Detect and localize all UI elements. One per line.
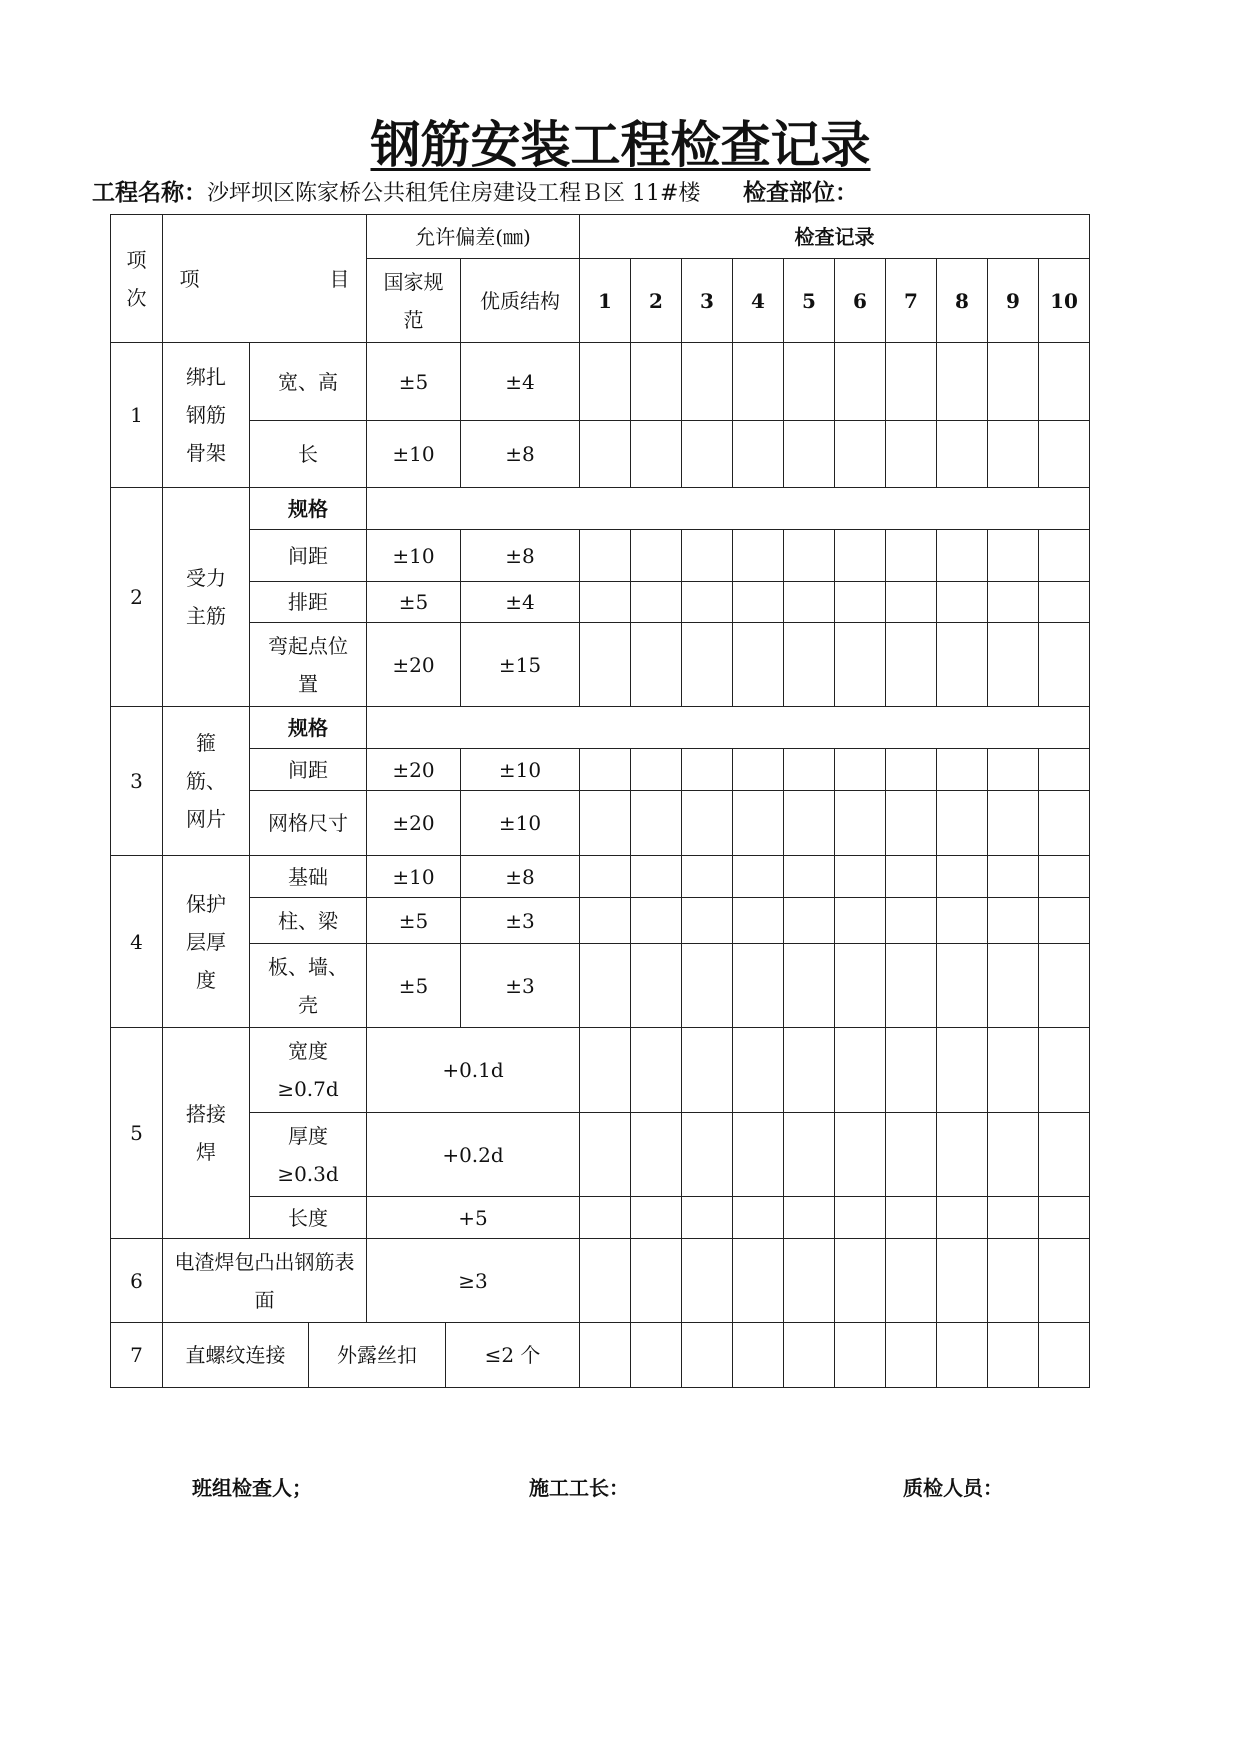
record-cell[interactable]	[580, 343, 631, 421]
record-cell[interactable]	[886, 623, 937, 707]
record-cell[interactable]	[937, 623, 988, 707]
national-value: ±20	[367, 623, 461, 707]
record-cell[interactable]	[580, 623, 631, 707]
item-spacing: 间距	[250, 530, 367, 582]
record-number-header: 7	[886, 259, 937, 343]
record-cell[interactable]	[682, 421, 733, 488]
record-cell[interactable]	[937, 343, 988, 421]
header-records: 检查记录	[580, 215, 1090, 259]
quality-value: ±4	[461, 582, 580, 623]
inspection-table	[110, 214, 1090, 1388]
record-cell[interactable]	[886, 1028, 937, 1113]
item-width-height: 宽、高	[250, 343, 367, 421]
record-cell[interactable]	[835, 1239, 886, 1323]
record-cell[interactable]	[784, 749, 835, 791]
record-cell[interactable]	[682, 1197, 733, 1239]
tolerance-value: ≤2 个	[484, 1343, 541, 1367]
record-cell[interactable]	[937, 1113, 988, 1197]
record-cell[interactable]	[937, 1197, 988, 1239]
record-cell[interactable]	[682, 530, 733, 582]
record-cell[interactable]	[580, 1197, 631, 1239]
record-cell[interactable]	[580, 898, 631, 944]
tolerance-value: ≥3	[367, 1239, 580, 1323]
record-cell[interactable]	[682, 623, 733, 707]
group-1-no: 1	[111, 343, 163, 488]
group-2-name: 受力主筋	[163, 488, 250, 707]
record-cell[interactable]	[886, 343, 937, 421]
record-cell[interactable]	[1039, 623, 1090, 707]
record-cell[interactable]	[886, 898, 937, 944]
national-value: ±20	[367, 791, 461, 856]
record-cell[interactable]	[886, 1197, 937, 1239]
record-cell[interactable]	[580, 1113, 631, 1197]
record-cell[interactable]	[631, 421, 682, 488]
project-name-label: 工程名称：	[92, 180, 207, 206]
record-cell[interactable]	[835, 898, 886, 944]
quality-value: ±4	[461, 343, 580, 421]
item-bend-point: 弯起点位置	[250, 623, 367, 707]
record-cell[interactable]	[1039, 343, 1090, 421]
record-cell[interactable]	[733, 749, 784, 791]
record-cell[interactable]	[1039, 1239, 1090, 1323]
record-cell[interactable]	[835, 582, 886, 623]
record-cell[interactable]	[682, 749, 733, 791]
national-value: ±10	[367, 421, 461, 488]
record-cell[interactable]	[937, 530, 988, 582]
item-spacing: 间距	[250, 749, 367, 791]
group-5-name: 搭接焊	[163, 1028, 250, 1239]
group-4-no: 4	[111, 856, 163, 1028]
record-cell[interactable]	[988, 898, 1039, 944]
record-cell[interactable]	[580, 1239, 631, 1323]
record-cell[interactable]	[580, 856, 631, 898]
record-cell[interactable]	[682, 898, 733, 944]
group-7-detail	[163, 1323, 580, 1388]
national-value: ±5	[367, 898, 461, 944]
record-cell[interactable]	[988, 421, 1039, 488]
group-7-no: 7	[111, 1323, 163, 1388]
record-cell[interactable]	[835, 1028, 886, 1113]
record-cell[interactable]	[631, 623, 682, 707]
record-cell[interactable]	[886, 1323, 937, 1388]
record-cell[interactable]	[784, 582, 835, 623]
record-cell[interactable]	[1039, 1323, 1090, 1388]
record-cell[interactable]	[631, 1113, 682, 1197]
record-cell[interactable]	[580, 582, 631, 623]
spec-label: 规格	[250, 488, 367, 530]
record-cell[interactable]	[988, 944, 1039, 1028]
record-cell[interactable]	[784, 1028, 835, 1113]
record-cell[interactable]	[733, 421, 784, 488]
header-quality: 优质结构	[461, 259, 580, 343]
national-value: ±5	[367, 944, 461, 1028]
record-cell[interactable]	[988, 1028, 1039, 1113]
record-number-header: 10	[1039, 259, 1090, 343]
spec-value	[367, 707, 1090, 749]
header-tolerance: 允许偏差(㎜)	[367, 215, 580, 259]
record-cell[interactable]	[784, 421, 835, 488]
tolerance-value: +5	[367, 1197, 580, 1239]
header-item	[163, 215, 367, 343]
quality-value: ±10	[461, 749, 580, 791]
item-electroslag-weld: 电渣焊包凸出钢筋表面	[163, 1239, 367, 1323]
record-cell[interactable]	[580, 1323, 631, 1388]
record-cell[interactable]	[886, 791, 937, 856]
group-1-name: 绑扎钢筋骨架	[163, 343, 250, 488]
record-cell[interactable]	[835, 749, 886, 791]
item-length: 长	[250, 421, 367, 488]
record-cell[interactable]	[886, 582, 937, 623]
record-cell[interactable]	[937, 944, 988, 1028]
record-cell[interactable]	[1039, 856, 1090, 898]
record-cell[interactable]	[631, 1197, 682, 1239]
record-cell[interactable]	[631, 1239, 682, 1323]
group-5-no: 5	[111, 1028, 163, 1239]
header-national: 国家规范	[367, 259, 461, 343]
record-cell[interactable]	[835, 791, 886, 856]
national-value: ±10	[367, 856, 461, 898]
record-cell[interactable]	[988, 530, 1039, 582]
record-cell[interactable]	[886, 944, 937, 1028]
record-cell[interactable]	[580, 944, 631, 1028]
header-item-a: 项	[179, 266, 200, 291]
record-cell[interactable]	[631, 343, 682, 421]
record-cell[interactable]	[682, 1323, 733, 1388]
record-cell[interactable]	[988, 856, 1039, 898]
record-cell[interactable]	[631, 856, 682, 898]
record-cell[interactable]	[682, 343, 733, 421]
record-cell[interactable]	[835, 421, 886, 488]
record-cell[interactable]	[1039, 944, 1090, 1028]
tolerance-value: +0.2d	[367, 1113, 580, 1197]
record-cell[interactable]	[988, 1113, 1039, 1197]
record-cell[interactable]	[784, 1239, 835, 1323]
group-3-name: 箍筋、网片	[163, 707, 250, 856]
record-cell[interactable]	[733, 1028, 784, 1113]
quality-value: ±3	[461, 944, 580, 1028]
spec-value	[367, 488, 1090, 530]
record-cell[interactable]	[988, 749, 1039, 791]
record-cell[interactable]	[682, 1239, 733, 1323]
record-cell[interactable]	[835, 856, 886, 898]
record-cell[interactable]	[1039, 898, 1090, 944]
header-item-b: 目	[329, 266, 350, 291]
record-cell[interactable]	[733, 343, 784, 421]
record-cell[interactable]	[835, 530, 886, 582]
record-cell[interactable]	[937, 749, 988, 791]
record-number-header: 3	[682, 259, 733, 343]
record-cell[interactable]	[988, 582, 1039, 623]
record-cell[interactable]	[733, 623, 784, 707]
record-cell[interactable]	[886, 1113, 937, 1197]
record-cell[interactable]	[784, 791, 835, 856]
record-cell[interactable]	[937, 791, 988, 856]
record-cell[interactable]	[682, 856, 733, 898]
item-threaded-connection: 直螺纹连接	[163, 1323, 309, 1387]
national-value: ±5	[367, 343, 461, 421]
inspection-location-label: 检查部位：	[743, 180, 858, 206]
record-cell[interactable]	[733, 898, 784, 944]
record-cell[interactable]	[631, 530, 682, 582]
record-cell[interactable]	[733, 530, 784, 582]
quality-value: ±8	[461, 530, 580, 582]
record-cell[interactable]	[1039, 530, 1090, 582]
record-cell[interactable]	[580, 1028, 631, 1113]
record-cell[interactable]	[886, 749, 937, 791]
record-cell[interactable]	[580, 749, 631, 791]
record-cell[interactable]	[733, 791, 784, 856]
record-cell[interactable]	[937, 1323, 988, 1388]
item-column-beam: 柱、梁	[250, 898, 367, 944]
record-cell[interactable]	[988, 1323, 1039, 1388]
record-cell[interactable]	[733, 944, 784, 1028]
record-cell[interactable]	[631, 944, 682, 1028]
record-cell[interactable]	[682, 1028, 733, 1113]
record-cell[interactable]	[1039, 421, 1090, 488]
inspection-location-line	[743, 178, 858, 209]
record-cell[interactable]	[1039, 1028, 1090, 1113]
record-number-header: 8	[937, 259, 988, 343]
record-cell[interactable]	[733, 1113, 784, 1197]
quality-value: ±8	[461, 856, 580, 898]
quality-value: ±10	[461, 791, 580, 856]
record-cell[interactable]	[835, 623, 886, 707]
document-title: 钢筋安装工程检查记录	[370, 116, 871, 174]
group-6-no: 6	[111, 1239, 163, 1323]
record-cell[interactable]	[682, 1113, 733, 1197]
record-cell[interactable]	[1039, 1197, 1090, 1239]
record-cell[interactable]	[733, 1239, 784, 1323]
record-cell[interactable]	[733, 856, 784, 898]
group-2-no: 2	[111, 488, 163, 707]
record-cell[interactable]	[682, 582, 733, 623]
record-cell[interactable]	[1039, 582, 1090, 623]
item-foundation: 基础	[250, 856, 367, 898]
record-cell[interactable]	[682, 791, 733, 856]
item-row-spacing: 排距	[250, 582, 367, 623]
record-number-header: 6	[835, 259, 886, 343]
record-number-header: 1	[580, 259, 631, 343]
record-cell[interactable]	[937, 582, 988, 623]
quality-inspector-label: 质检人员：	[903, 1476, 1003, 1500]
record-cell[interactable]	[784, 856, 835, 898]
record-cell[interactable]	[784, 343, 835, 421]
record-cell[interactable]	[733, 582, 784, 623]
record-cell[interactable]	[988, 1197, 1039, 1239]
item-exposed-thread: 外露丝扣	[309, 1323, 446, 1387]
item-slab-wall-shell: 板、墙、壳	[250, 944, 367, 1028]
record-cell[interactable]	[784, 1323, 835, 1388]
spec-label: 规格	[250, 707, 367, 749]
record-cell[interactable]	[733, 1323, 784, 1388]
item-weld-width: 宽度≥0.7d	[250, 1028, 367, 1113]
record-cell[interactable]	[784, 898, 835, 944]
record-cell[interactable]	[631, 791, 682, 856]
record-cell[interactable]	[1039, 791, 1090, 856]
record-cell[interactable]	[733, 1197, 784, 1239]
record-cell[interactable]	[631, 749, 682, 791]
record-cell[interactable]	[835, 1323, 886, 1388]
record-cell[interactable]	[580, 530, 631, 582]
record-cell[interactable]	[937, 856, 988, 898]
national-value: ±5	[367, 582, 461, 623]
record-cell[interactable]	[784, 1197, 835, 1239]
record-cell[interactable]	[784, 944, 835, 1028]
record-cell[interactable]	[784, 623, 835, 707]
record-cell[interactable]	[835, 944, 886, 1028]
team-inspector-label: 班组检查人；	[192, 1476, 312, 1500]
record-cell[interactable]	[682, 944, 733, 1028]
foreman-label: 施工工长：	[529, 1476, 629, 1500]
record-cell[interactable]	[886, 421, 937, 488]
record-cell[interactable]	[631, 1028, 682, 1113]
record-cell[interactable]	[631, 582, 682, 623]
record-cell[interactable]	[580, 421, 631, 488]
header-index: 项次	[111, 215, 163, 343]
record-cell[interactable]	[580, 791, 631, 856]
quality-value: ±3	[461, 898, 580, 944]
group-4-name: 保护层厚度	[163, 856, 250, 1028]
record-cell[interactable]	[988, 623, 1039, 707]
national-value: ±10	[367, 530, 461, 582]
record-number-header: 9	[988, 259, 1039, 343]
record-cell[interactable]	[784, 1113, 835, 1197]
record-cell[interactable]	[886, 856, 937, 898]
record-number-header: 2	[631, 259, 682, 343]
tolerance-value: +0.1d	[367, 1028, 580, 1113]
record-cell[interactable]	[937, 421, 988, 488]
record-number-header: 4	[733, 259, 784, 343]
record-cell[interactable]	[835, 343, 886, 421]
record-number-header: 5	[784, 259, 835, 343]
record-cell[interactable]	[937, 1028, 988, 1113]
item-weld-thickness: 厚度≥0.3d	[250, 1113, 367, 1197]
record-cell[interactable]	[835, 1113, 886, 1197]
record-cell[interactable]	[1039, 1113, 1090, 1197]
record-cell[interactable]	[937, 1239, 988, 1323]
project-name-line	[92, 178, 700, 209]
record-cell[interactable]	[835, 1197, 886, 1239]
project-name-value: 沙坪坝区陈家桥公共租凭住房建设工程Ｂ区 11#楼	[207, 181, 701, 206]
record-cell[interactable]	[988, 791, 1039, 856]
record-cell[interactable]	[886, 1239, 937, 1323]
record-cell[interactable]	[937, 898, 988, 944]
record-cell[interactable]	[631, 1323, 682, 1388]
record-cell[interactable]	[886, 530, 937, 582]
national-value: ±20	[367, 749, 461, 791]
record-cell[interactable]	[988, 343, 1039, 421]
item-weld-length: 长度	[250, 1197, 367, 1239]
record-cell[interactable]	[631, 898, 682, 944]
record-cell[interactable]	[784, 530, 835, 582]
quality-value: ±8	[461, 421, 580, 488]
group-3-no: 3	[111, 707, 163, 856]
record-cell[interactable]	[1039, 749, 1090, 791]
quality-value: ±15	[461, 623, 580, 707]
item-grid-size: 网格尺寸	[250, 791, 367, 856]
record-cell[interactable]	[988, 1239, 1039, 1323]
